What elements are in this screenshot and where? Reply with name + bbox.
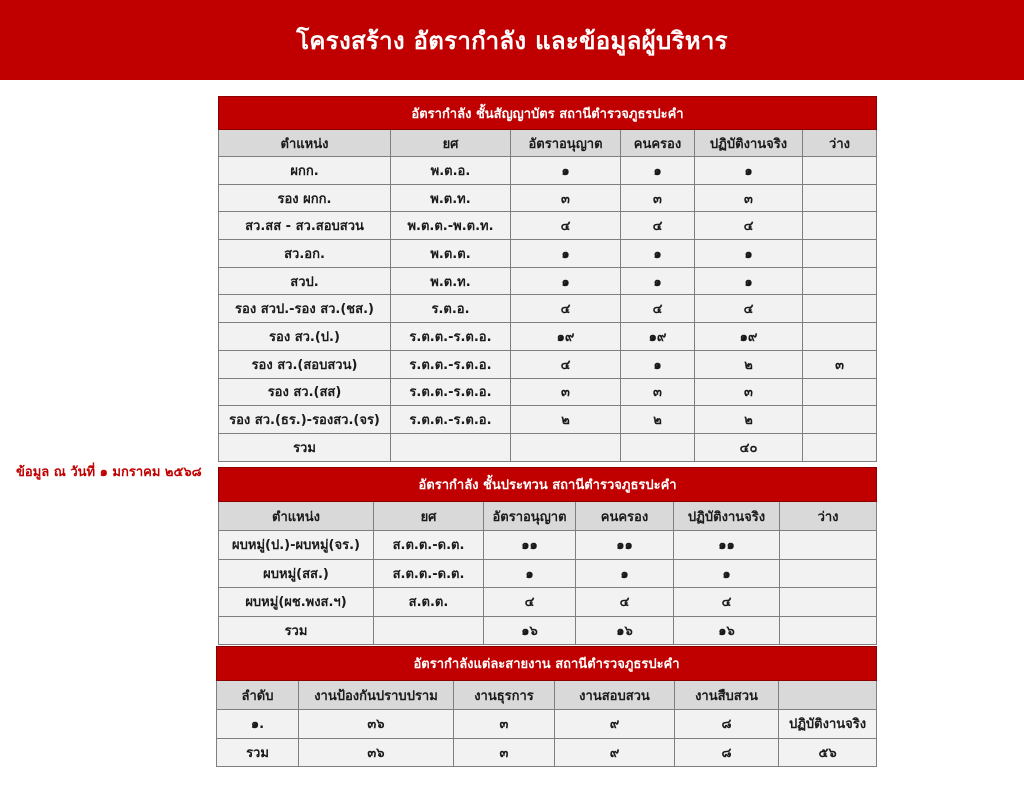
- column-header: งานป้องกันปราบปราม: [299, 681, 454, 710]
- column-header: งานธุรการ: [454, 681, 555, 710]
- table-row: [219, 559, 877, 588]
- column-header: [779, 681, 877, 710]
- column-header: คนครอง: [576, 502, 674, 531]
- table-cell: ส.ต.ต.-ด.ต.: [374, 531, 484, 560]
- table-cell: สว.อก.: [219, 240, 391, 268]
- table-header-row: [219, 502, 877, 531]
- column-header: งานสืบสวน: [675, 681, 779, 710]
- table-cell: ๑: [695, 240, 803, 268]
- table-cell: ส.ต.ต.: [374, 588, 484, 617]
- table-cell: ๑๑: [576, 531, 674, 560]
- table-cell: ๔: [511, 350, 621, 378]
- table-cell: รอง สว.(ป.): [219, 323, 391, 351]
- table-cell: [780, 559, 877, 588]
- table-cell: [780, 616, 877, 645]
- table-cell: ผบหมู่(สส.): [219, 559, 374, 588]
- table-cell: ๔: [695, 295, 803, 323]
- table-cell: ๔: [621, 295, 695, 323]
- table-cell: ๘: [675, 738, 779, 767]
- table-row: [219, 323, 877, 351]
- table-cell: ๘: [675, 710, 779, 739]
- table-cell: ผกก.: [219, 157, 391, 185]
- table-cell: ๑: [695, 267, 803, 295]
- table-cell: ๑๖: [674, 616, 780, 645]
- table-cell: [780, 531, 877, 560]
- table-cell: ๓: [803, 350, 877, 378]
- table-cell: ๑: [576, 559, 674, 588]
- column-header: ว่าง: [803, 130, 877, 157]
- table-cell: [803, 323, 877, 351]
- table-cell: [391, 433, 511, 461]
- table-cell: ๑๙: [511, 323, 621, 351]
- column-header: ปฏิบัติงานจริง: [695, 130, 803, 157]
- table-cell: ๓: [695, 378, 803, 406]
- table-cell: [803, 240, 877, 268]
- table-cell: ๑: [484, 559, 576, 588]
- table-cell: [803, 212, 877, 240]
- table-cell: ๑๖: [484, 616, 576, 645]
- table-row: [217, 710, 877, 739]
- table-cell: [803, 157, 877, 185]
- line-of-work-table-title: อัตรากำลังแต่ละสายงาน สถานีตำรวจภูธรปะคำ: [217, 647, 877, 681]
- table-cell: ๒: [695, 406, 803, 434]
- table-row: [219, 531, 877, 560]
- table-cell: พ.ต.ท.: [391, 184, 511, 212]
- table-cell: พ.ต.ท.: [391, 267, 511, 295]
- table-cell: รอง สว.(สส): [219, 378, 391, 406]
- table-header-row: [217, 681, 877, 710]
- table-cell: ๓: [454, 738, 555, 767]
- table-cell: ปฏิบัติงานจริง: [779, 710, 877, 739]
- table-cell: รวม: [219, 433, 391, 461]
- table-cell: ๔: [484, 588, 576, 617]
- column-header: ยศ: [374, 502, 484, 531]
- line-of-work-table: [216, 646, 877, 767]
- table-cell: ๓: [454, 710, 555, 739]
- column-header: ตำแหน่ง: [219, 502, 374, 531]
- officers-table: [218, 96, 877, 462]
- table-cell: ๓: [511, 378, 621, 406]
- table-row: [219, 240, 877, 268]
- table-cell: พ.ต.ต.: [391, 240, 511, 268]
- table-cell: ๑๖: [576, 616, 674, 645]
- column-header: งานสอบสวน: [555, 681, 675, 710]
- table-cell: ๓๖: [299, 710, 454, 739]
- table-cell: ผบหมู่(ป.)-ผบหมู่(จร.): [219, 531, 374, 560]
- table-cell: ผบหมู่(ผช.พงส.ฯ): [219, 588, 374, 617]
- table-cell: ๔: [621, 212, 695, 240]
- table-row: [219, 295, 877, 323]
- table-cell: ๕๖: [779, 738, 877, 767]
- column-header: ตำแหน่ง: [219, 130, 391, 157]
- table-cell: ๓๖: [299, 738, 454, 767]
- table-cell: รอง ผกก.: [219, 184, 391, 212]
- table-cell: ๑.: [217, 710, 299, 739]
- officers-table-title: อัตรากำลัง ชั้นสัญญาบัตร สถานีตำรวจภูธรปะคำ: [219, 97, 877, 130]
- table-cell: ๑: [621, 157, 695, 185]
- table-cell: ๑๙: [695, 323, 803, 351]
- table-cell: ๓: [695, 184, 803, 212]
- table-cell: พ.ต.ต.-พ.ต.ท.: [391, 212, 511, 240]
- table-row: [219, 212, 877, 240]
- table-cell: [621, 433, 695, 461]
- table-cell: ๓: [511, 184, 621, 212]
- column-header: ลำดับ: [217, 681, 299, 710]
- table-cell: ๑๑: [674, 531, 780, 560]
- table-cell: ร.ต.ต.-ร.ต.อ.: [391, 406, 511, 434]
- page-header: [0, 0, 1024, 80]
- table-total-row: [217, 738, 877, 767]
- table-cell: ๙: [555, 738, 675, 767]
- table-cell: ๒: [621, 406, 695, 434]
- table-row: [219, 588, 877, 617]
- table-cell: [803, 184, 877, 212]
- table-cell: ๔: [511, 212, 621, 240]
- table-cell: ๓: [621, 184, 695, 212]
- table-cell: ๒: [511, 406, 621, 434]
- table-header-row: [219, 130, 877, 157]
- table-cell: [803, 378, 877, 406]
- table-cell: รอง สวป.-รอง สว.(ชส.): [219, 295, 391, 323]
- data-date-note: ข้อมูล ณ วันที่ ๑ มกราคม ๒๕๖๘: [16, 465, 202, 480]
- column-header: ปฏิบัติงานจริง: [674, 502, 780, 531]
- table-cell: ร.ต.ต.-ร.ต.อ.: [391, 378, 511, 406]
- column-header: อัตราอนุญาต: [484, 502, 576, 531]
- table-cell: ๔: [511, 295, 621, 323]
- table-row: [219, 267, 877, 295]
- column-header: อัตราอนุญาต: [511, 130, 621, 157]
- table-cell: ร.ต.ต.-ร.ต.อ.: [391, 323, 511, 351]
- table-cell: ๔: [695, 212, 803, 240]
- table-cell: ๙: [555, 710, 675, 739]
- page-title: โครงสร้าง อัตรากำลัง และข้อมูลผู้บริหาร: [296, 26, 728, 55]
- nco-table: [218, 467, 877, 645]
- table-row: [219, 378, 877, 406]
- table-cell: ส.ต.ต.-ด.ต.: [374, 559, 484, 588]
- table-cell: [803, 433, 877, 461]
- table-cell: ๒: [695, 350, 803, 378]
- table-cell: ร.ต.อ.: [391, 295, 511, 323]
- table-cell: พ.ต.อ.: [391, 157, 511, 185]
- table-cell: ๓: [621, 378, 695, 406]
- table-cell: [780, 588, 877, 617]
- table-total-row: [219, 616, 877, 645]
- table-cell: ๑๙: [621, 323, 695, 351]
- table-cell: [511, 433, 621, 461]
- table-cell: ๑: [674, 559, 780, 588]
- column-header: คนครอง: [621, 130, 695, 157]
- table-cell: [803, 295, 877, 323]
- nco-table-title: อัตรากำลัง ชั้นประทวน สถานีตำรวจภูธรปะคำ: [219, 468, 877, 502]
- table-cell: ๑: [621, 240, 695, 268]
- table-row: [219, 350, 877, 378]
- table-cell: [374, 616, 484, 645]
- table-cell: สวป.: [219, 267, 391, 295]
- table-cell: รอง สว.(ธร.)-รองสว.(จร): [219, 406, 391, 434]
- table-cell: [803, 406, 877, 434]
- table-cell: รวม: [217, 738, 299, 767]
- table-cell: ๔: [576, 588, 674, 617]
- table-cell: รวม: [219, 616, 374, 645]
- table-cell: ๑: [511, 240, 621, 268]
- table-cell: [803, 267, 877, 295]
- table-cell: ๑: [695, 157, 803, 185]
- table-cell: ร.ต.ต.-ร.ต.อ.: [391, 350, 511, 378]
- table-cell: ๑: [511, 267, 621, 295]
- table-cell: สว.สส - สว.สอบสวน: [219, 212, 391, 240]
- table-cell: รอง สว.(สอบสวน): [219, 350, 391, 378]
- column-header: ยศ: [391, 130, 511, 157]
- table-cell: ๔: [674, 588, 780, 617]
- table-cell: ๑: [621, 350, 695, 378]
- table-cell: ๑๑: [484, 531, 576, 560]
- table-total-row: [219, 433, 877, 461]
- table-cell: ๑: [621, 267, 695, 295]
- table-row: [219, 157, 877, 185]
- column-header: ว่าง: [780, 502, 877, 531]
- table-row: [219, 184, 877, 212]
- table-row: [219, 406, 877, 434]
- table-cell: ๔๐: [695, 433, 803, 461]
- table-cell: ๑: [511, 157, 621, 185]
